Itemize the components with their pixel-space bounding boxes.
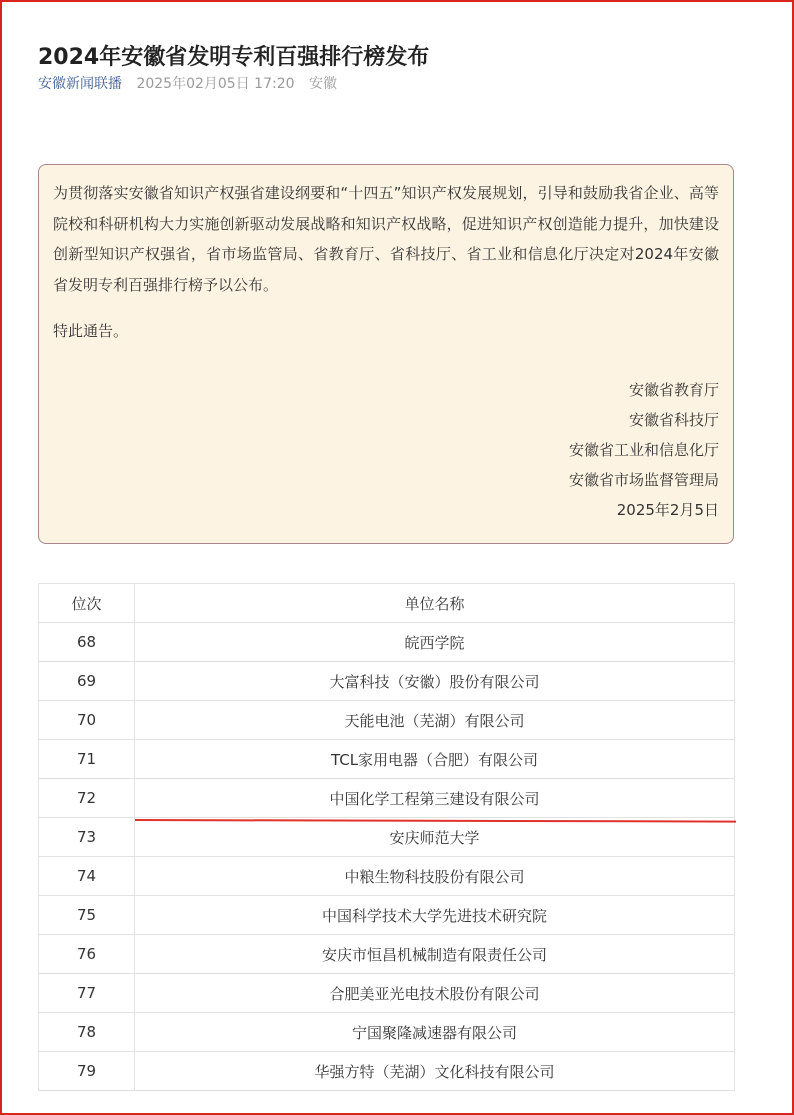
table-header-row [39, 584, 735, 623]
header-name: 单位名称 [135, 584, 735, 623]
table-row [39, 623, 735, 662]
signature-market-bureau: 安徽省市场监督管理局 [568, 470, 719, 489]
signature-science-dept: 安徽省科技厅 [628, 410, 719, 429]
signature-industry-dept: 安徽省工业和信息化厅 [568, 440, 719, 459]
name-cell: 华强方特（芜湖）文化科技有限公司 [135, 1052, 735, 1091]
notice-closing: 特此通告。 [53, 322, 129, 340]
table-row [39, 1052, 735, 1091]
source-link[interactable]: 安徽新闻联播 [38, 76, 122, 92]
rank-cell: 76 [39, 935, 135, 974]
rank-cell: 69 [39, 662, 135, 701]
rank-cell: 72 [39, 779, 135, 818]
table-row [39, 740, 735, 779]
notice-body: 为贯彻落实安徽省知识产权强省建设纲要和“十四五”知识产权发展规划，引导和鼓励我省企业、高等院校和科研机构大力实施创新驱动发展战略和知识产权战略，促进知识产权创造能力提升，加快建设创新型知识产权强省，省市场监管局、省教育厅、省科技厅、省工业和信息化厅决定对2024年安徽省发明专利百强排行榜予以公布。 [53, 184, 719, 294]
table-row [39, 896, 735, 935]
table-row [39, 701, 735, 740]
name-cell: 安庆市恒昌机械制造有限责任公司 [135, 935, 735, 974]
name-cell: 大富科技（安徽）股份有限公司 [135, 662, 735, 701]
name-cell: 天能电池（芜湖）有限公司 [135, 701, 735, 740]
table-row-highlighted [39, 779, 735, 818]
header-rank: 位次 [39, 584, 135, 623]
table-row [39, 1013, 735, 1052]
table-row [39, 662, 735, 701]
article-meta [38, 74, 337, 94]
name-cell: 中国化学工程第三建设有限公司 [135, 779, 735, 818]
notice-box [38, 164, 734, 544]
table-row [39, 935, 735, 974]
article-title: 2024年安徽省发明专利百强排行榜发布 [38, 44, 430, 70]
name-cell: 中粮生物科技股份有限公司 [135, 857, 735, 896]
table-row [39, 857, 735, 896]
rank-cell: 71 [39, 740, 135, 779]
table-row [39, 818, 735, 857]
notice-signatures [53, 375, 719, 525]
name-cell: 宁国聚隆减速器有限公司 [135, 1013, 735, 1052]
name-cell: 安庆师范大学 [135, 818, 735, 857]
rank-cell: 79 [39, 1052, 135, 1091]
name-cell: 中国科学技术大学先进技术研究院 [135, 896, 735, 935]
rank-cell: 78 [39, 1013, 135, 1052]
rank-cell: 75 [39, 896, 135, 935]
rank-cell: 68 [39, 623, 135, 662]
name-cell: TCL家用电器（合肥）有限公司 [135, 740, 735, 779]
signature-date: 2025年2月5日 [616, 500, 719, 519]
rank-cell: 73 [39, 818, 135, 857]
name-cell: 合肥美亚光电技术股份有限公司 [135, 974, 735, 1013]
region-label: 安徽 [308, 76, 337, 92]
table-row [39, 974, 735, 1013]
ranking-table [38, 583, 735, 1091]
publish-time: 2025年02月05日 17:20 [136, 76, 295, 92]
signature-education-dept: 安徽省教育厅 [628, 380, 719, 399]
rank-cell: 70 [39, 701, 135, 740]
rank-cell: 77 [39, 974, 135, 1013]
rank-cell: 74 [39, 857, 135, 896]
name-cell: 皖西学院 [135, 623, 735, 662]
